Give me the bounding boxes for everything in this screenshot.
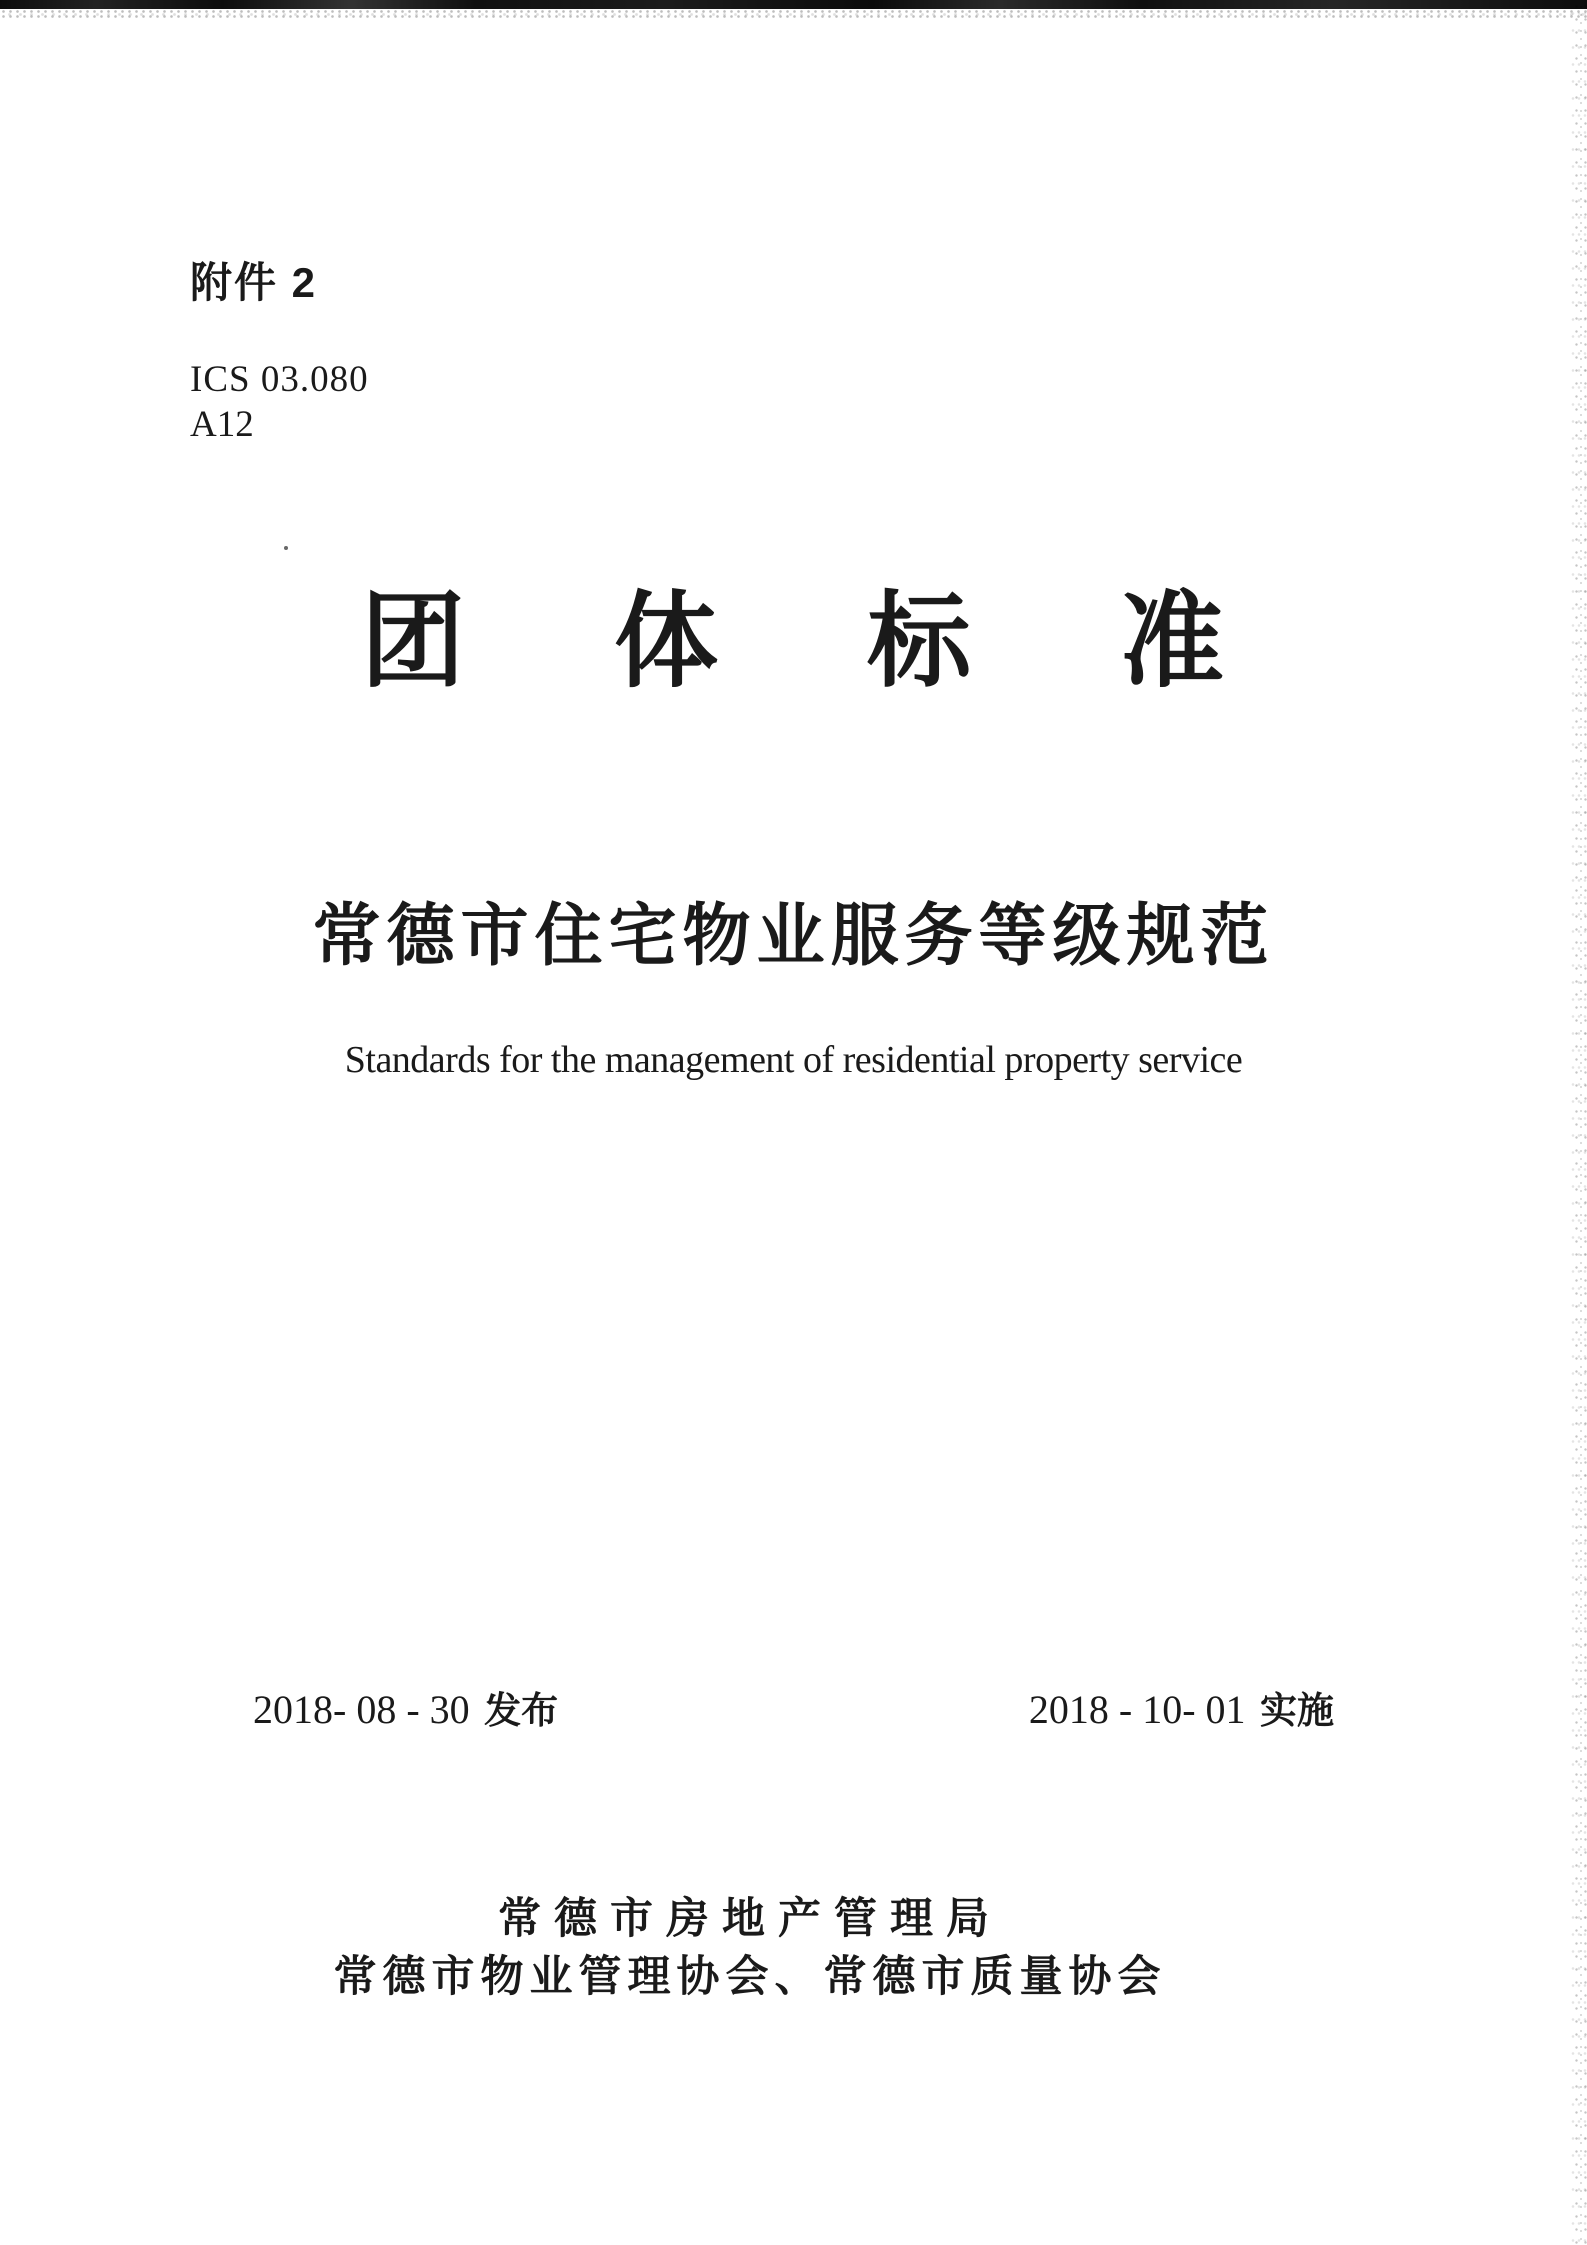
standard-type-title — [361, 584, 1224, 700]
attachment-label: 附件 2 — [190, 259, 318, 306]
scan-top-edge-artifact — [0, 0, 1587, 9]
standard-type-title-char: 团 — [361, 584, 466, 700]
implement-date-block — [1028, 1687, 1334, 1732]
ics-code: ICS 03.080 — [190, 359, 369, 400]
document-title-chinese: 常德市住宅物业服务等级规范 — [312, 898, 1275, 974]
scan-right-edge-artifact — [1570, 0, 1587, 2245]
document-title-english: Standards for the management of residential property service — [344, 1039, 1243, 1081]
publish-date: 2018- 08 - 30 — [253, 1687, 470, 1732]
scan-speck-artifact — [284, 546, 288, 550]
standard-type-title-char: 体 — [613, 584, 718, 700]
implement-date: 2018 - 10- 01 — [1028, 1687, 1246, 1732]
publish-label: 发布 — [484, 1690, 559, 1731]
publish-date-block — [253, 1687, 559, 1732]
date-row — [0, 1687, 1587, 1732]
implement-label: 实施 — [1260, 1690, 1334, 1731]
classification-code: A12 — [190, 404, 254, 445]
issuer-primary: 常德市房地产管理局 — [498, 1895, 1002, 1943]
scan-top-noise-artifact — [0, 9, 1587, 19]
standard-type-title-char: 标 — [866, 584, 971, 700]
issuer-secondary: 常德市物业管理协会、常德市质量协会 — [333, 1953, 1167, 2001]
standard-type-title-char: 准 — [1119, 584, 1224, 700]
